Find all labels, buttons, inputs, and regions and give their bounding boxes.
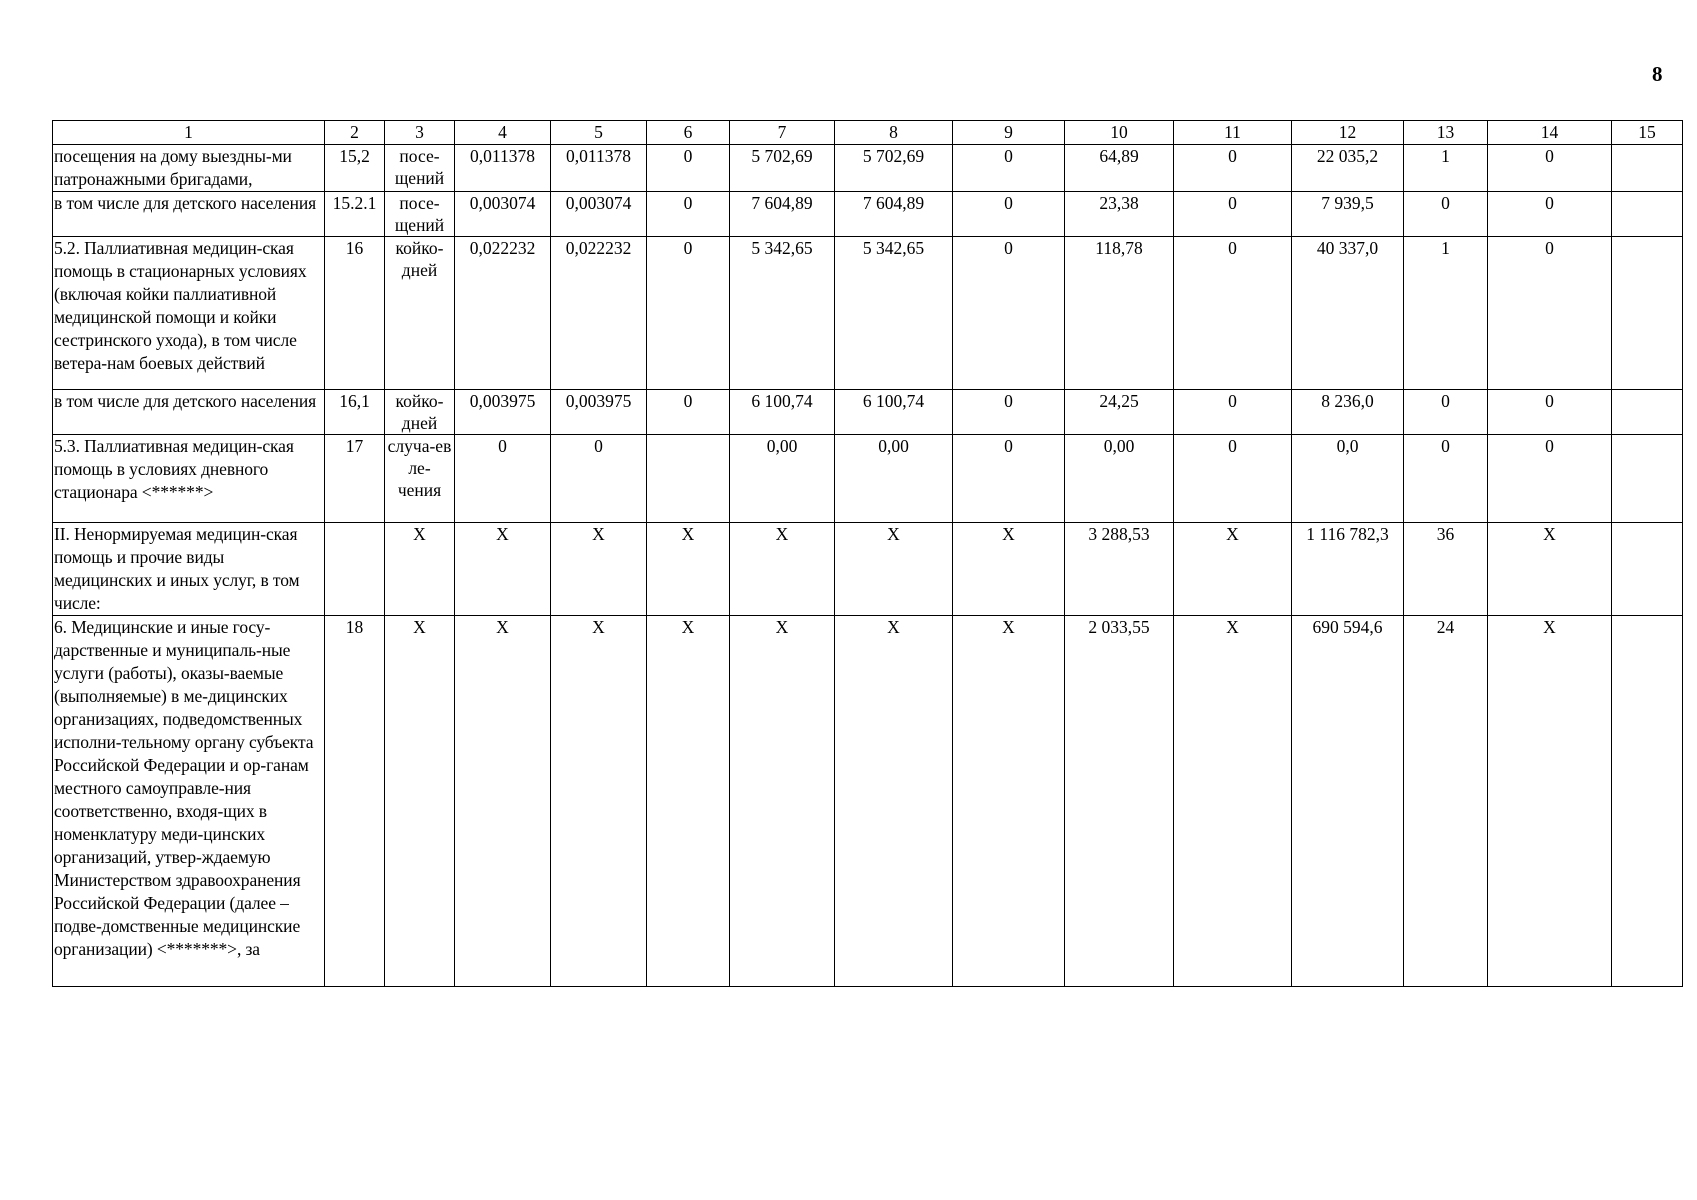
value-cell: 0 (1174, 390, 1292, 435)
page-number: 8 (1652, 62, 1663, 86)
value-cell: X (1174, 616, 1292, 987)
value-cell: X (953, 523, 1065, 616)
value-cell: X (647, 523, 730, 616)
value-cell: X (835, 523, 953, 616)
header-cell: 6 (647, 121, 730, 145)
row-label-cell: в том числе для детского населения (53, 192, 325, 237)
row-label-cell: посещения на дому выездны-ми патронажными бригадами, (53, 145, 325, 192)
value-cell: 0,00 (1065, 435, 1174, 523)
value-cell: 2 033,55 (1065, 616, 1174, 987)
unit-cell: койко-дней (385, 390, 455, 435)
header-cell: 1 (53, 121, 325, 145)
header-cell: 10 (1065, 121, 1174, 145)
value-cell (647, 435, 730, 523)
value-cell: 118,78 (1065, 237, 1174, 390)
row-label-cell: в том числе для детского населения (53, 390, 325, 435)
header-cell: 8 (835, 121, 953, 145)
value-cell: 1 116 782,3 (1292, 523, 1404, 616)
value-cell: 5 702,69 (835, 145, 953, 192)
value-cell: 1 (1404, 237, 1488, 390)
value-cell: X (1488, 523, 1612, 616)
value-cell: 0,003975 (551, 390, 647, 435)
value-cell: 17 (325, 435, 385, 523)
value-cell: 0 (1488, 237, 1612, 390)
value-cell: X (551, 523, 647, 616)
value-cell (325, 523, 385, 616)
header-cell: 3 (385, 121, 455, 145)
value-cell: 0 (1404, 390, 1488, 435)
header-cell: 9 (953, 121, 1065, 145)
header-cell: 14 (1488, 121, 1612, 145)
value-cell: 15.2.1 (325, 192, 385, 237)
table-row (53, 237, 1683, 390)
value-cell: 0 (647, 390, 730, 435)
unit-cell: случа-ев ле-чения (385, 435, 455, 523)
value-cell: 0,011378 (455, 145, 551, 192)
table-row (53, 145, 1683, 192)
header-cell: 7 (730, 121, 835, 145)
table-row (53, 523, 1683, 616)
value-cell: 15,2 (325, 145, 385, 192)
value-cell: 0 (1488, 435, 1612, 523)
value-cell (1612, 435, 1683, 523)
value-cell (1612, 616, 1683, 987)
value-cell: 0 (1404, 435, 1488, 523)
value-cell: 0 (1174, 237, 1292, 390)
value-cell: X (551, 616, 647, 987)
value-cell: 0,00 (730, 435, 835, 523)
value-cell: 36 (1404, 523, 1488, 616)
value-cell: X (1488, 616, 1612, 987)
header-cell: 11 (1174, 121, 1292, 145)
value-cell: 16,1 (325, 390, 385, 435)
value-cell: 7 604,89 (730, 192, 835, 237)
value-cell: 24,25 (1065, 390, 1174, 435)
row-label-cell: 5.3. Паллиативная медицин-ская помощь в условиях дневного стационара <******> (53, 435, 325, 523)
value-cell: 7 939,5 (1292, 192, 1404, 237)
value-cell: 0 (551, 435, 647, 523)
value-cell: X (730, 616, 835, 987)
value-cell: 5 342,65 (835, 237, 953, 390)
value-cell: 0 (647, 237, 730, 390)
value-cell: 3 288,53 (1065, 523, 1174, 616)
value-cell: 0 (953, 435, 1065, 523)
value-cell: 0 (1174, 435, 1292, 523)
value-cell: 5 702,69 (730, 145, 835, 192)
value-cell: X (647, 616, 730, 987)
value-cell: 0,003074 (455, 192, 551, 237)
row-label-cell: 5.2. Паллиативная медицин-ская помощь в стационарных условиях (включая койки паллиативной медицинской помощи и койки сестринского ухода), в том числе ветера-нам боевых действий (53, 237, 325, 390)
value-cell: X (455, 616, 551, 987)
value-cell: 0,011378 (551, 145, 647, 192)
value-cell: 0 (1174, 192, 1292, 237)
value-cell: 6 100,74 (835, 390, 953, 435)
value-cell: 5 342,65 (730, 237, 835, 390)
table-row (53, 192, 1683, 237)
value-cell: 0 (1404, 192, 1488, 237)
value-cell: 0,022232 (551, 237, 647, 390)
value-cell: 0 (647, 145, 730, 192)
value-cell: 0 (455, 435, 551, 523)
value-cell: 8 236,0 (1292, 390, 1404, 435)
header-cell: 13 (1404, 121, 1488, 145)
value-cell: 0 (953, 192, 1065, 237)
value-cell: 0 (1488, 390, 1612, 435)
value-cell: 0 (953, 145, 1065, 192)
value-cell: 0 (1488, 192, 1612, 237)
value-cell: 16 (325, 237, 385, 390)
value-cell: 22 035,2 (1292, 145, 1404, 192)
value-cell: 64,89 (1065, 145, 1174, 192)
unit-cell: посе-щений (385, 192, 455, 237)
header-cell: 2 (325, 121, 385, 145)
value-cell: X (835, 616, 953, 987)
header-row (53, 121, 1683, 145)
header-cell: 4 (455, 121, 551, 145)
value-cell: 6 100,74 (730, 390, 835, 435)
header-cell: 12 (1292, 121, 1404, 145)
data-table (52, 120, 1683, 987)
value-cell: X (455, 523, 551, 616)
table-row (53, 390, 1683, 435)
header-cell: 15 (1612, 121, 1683, 145)
table-row (53, 435, 1683, 523)
value-cell: 0 (953, 390, 1065, 435)
value-cell: 0,003074 (551, 192, 647, 237)
value-cell: X (1174, 523, 1292, 616)
value-cell: 0 (647, 192, 730, 237)
table-row (53, 616, 1683, 987)
value-cell: 0,003975 (455, 390, 551, 435)
row-label-cell: 6. Медицинские и иные госу-дарственные и муниципаль-ные услуги (работы), оказы-ваемые (выполняемые) в ме-дицинских организациях, подведомственных исполни-тельному органу субъекта Российской Федерации и ор-ганам местного самоуправле-ния соответственно, входя-щих в номенклатуру меди-цинских организаций, утвер-ждаемую Министерством здравоохранения Российской Федерации (далее – подве-домственные медицинские организации) <*******>, за (53, 616, 325, 987)
value-cell (1612, 145, 1683, 192)
unit-cell: посе-щений (385, 145, 455, 192)
header-cell: 5 (551, 121, 647, 145)
value-cell: 0,00 (835, 435, 953, 523)
value-cell: 1 (1404, 145, 1488, 192)
value-cell: 24 (1404, 616, 1488, 987)
value-cell (1612, 390, 1683, 435)
value-cell: 18 (325, 616, 385, 987)
value-cell: X (953, 616, 1065, 987)
value-cell: 690 594,6 (1292, 616, 1404, 987)
value-cell (1612, 523, 1683, 616)
unit-cell: X (385, 523, 455, 616)
row-label-cell: II. Ненормируемая медицин-ская помощь и прочие виды медицинских и иных услуг, в том числе: (53, 523, 325, 616)
value-cell: 23,38 (1065, 192, 1174, 237)
value-cell: 0,022232 (455, 237, 551, 390)
value-cell: 0 (1174, 145, 1292, 192)
value-cell: 7 604,89 (835, 192, 953, 237)
value-cell (1612, 192, 1683, 237)
value-cell: X (730, 523, 835, 616)
unit-cell: X (385, 616, 455, 987)
unit-cell: койко-дней (385, 237, 455, 390)
value-cell: 0 (1488, 145, 1612, 192)
value-cell: 40 337,0 (1292, 237, 1404, 390)
value-cell: 0 (953, 237, 1065, 390)
value-cell: 0,0 (1292, 435, 1404, 523)
value-cell (1612, 237, 1683, 390)
